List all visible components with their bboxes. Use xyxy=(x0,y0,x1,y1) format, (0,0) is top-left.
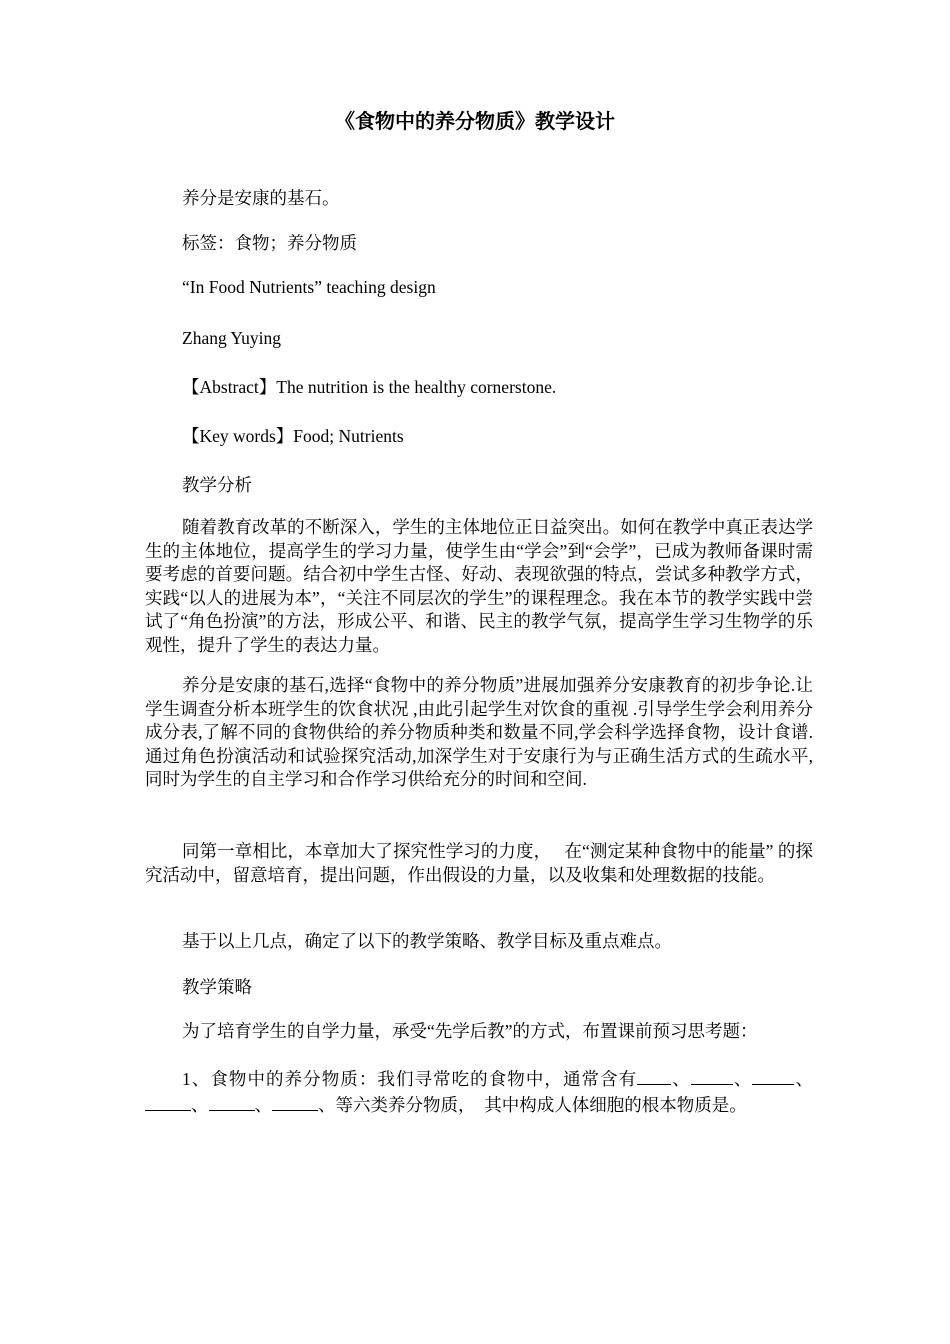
fill-blank xyxy=(691,1066,733,1085)
fill-blank xyxy=(145,1092,191,1111)
english-title-line: “In Food Nutrients” teaching design xyxy=(182,277,436,297)
summary-line: 养分是安康的基石。 xyxy=(182,188,340,208)
paragraph-2: 养分是安康的基石,选择“食物中的养分物质”进展加强养分安康教育的初步争论.让学生调查分析本班学生的饮食状况 ,由此引起学生对饮食的重视 .引导学生学会利用养分成分表,了解不同的食物供给的养分物质种类和数量不同,学会科学选择食物，设计食谱.通过角色扮演活动和试验探究活动,加深学生对于安康行为与正确生活方式的生疏水平,同时为学生的自主学习和合作学习供给充分的时间和空间. xyxy=(145,675,813,789)
fill-blank xyxy=(752,1066,794,1085)
paragraph-5: 为了培育学生的自学力量，承受“先学后教”的方式，布置课前预习思考题： xyxy=(182,1021,758,1041)
fill-blank xyxy=(637,1066,671,1085)
document-title: 《食物中的养分物质》教学设计 xyxy=(335,111,615,133)
abstract-line: 【Abstract】The nutrition is the healthy cornerstone. xyxy=(182,377,557,397)
question-1-separator: 、 xyxy=(191,1094,209,1115)
section-heading-analysis: 教学分析 xyxy=(182,475,252,495)
fill-blank xyxy=(209,1092,255,1111)
author-line: Zhang Yuying xyxy=(182,328,281,348)
keywords-line: 【Key words】Food; Nutrients xyxy=(182,426,404,446)
tags-line: 标签：食物；养分物质 xyxy=(182,233,357,253)
question-1 xyxy=(145,1066,813,1117)
question-1-separator: 、 xyxy=(671,1069,691,1089)
question-1-separator: 、 xyxy=(732,1069,753,1089)
question-1-separator: 、 xyxy=(794,1069,814,1089)
paragraph-1: 随着教育改革的不断深入，学生的主体地位正日益突出。如何在教学中真正表达学生的主体地位，提高学生的学习力量，使学生由“学会”到“会学”，已成为教师备课时需要考虑的首要问题。结合初中学生古怪、好动、表现欲强的特点，尝试多种教学方式，实践“以人的进展为本”，“关注不同层次的学生”的课程理念。我在本节的教学实践中尝试了“角色扮演”的方法，形成公平、和谐、民主的教学气氛，提高学生学习生物学的乐观性，提升了学生的表达力量。 xyxy=(145,517,813,655)
paragraph-4: 基于以上几点，确定了以下的教学策略、教学目标及重点难点。 xyxy=(182,931,672,951)
question-1-prefix: 1、食物中的养分物质：我们寻常吃的食物中，通常含有 xyxy=(182,1069,638,1089)
paragraph-3: 同第一章相比，本章加大了探究性学习的力度， 在“测定某种食物中的能量” 的探究活动中，留意培育，提出问题，作出假设的力量，以及收集和处理数据的技能。 xyxy=(145,841,813,885)
section-heading-strategy: 教学策略 xyxy=(182,977,252,997)
fill-blank xyxy=(272,1092,318,1111)
question-1-separator: 、 xyxy=(254,1094,272,1115)
question-1-suffix: 、等六类养分物质， 其中构成人体细胞的根本物质是。 xyxy=(318,1094,747,1115)
